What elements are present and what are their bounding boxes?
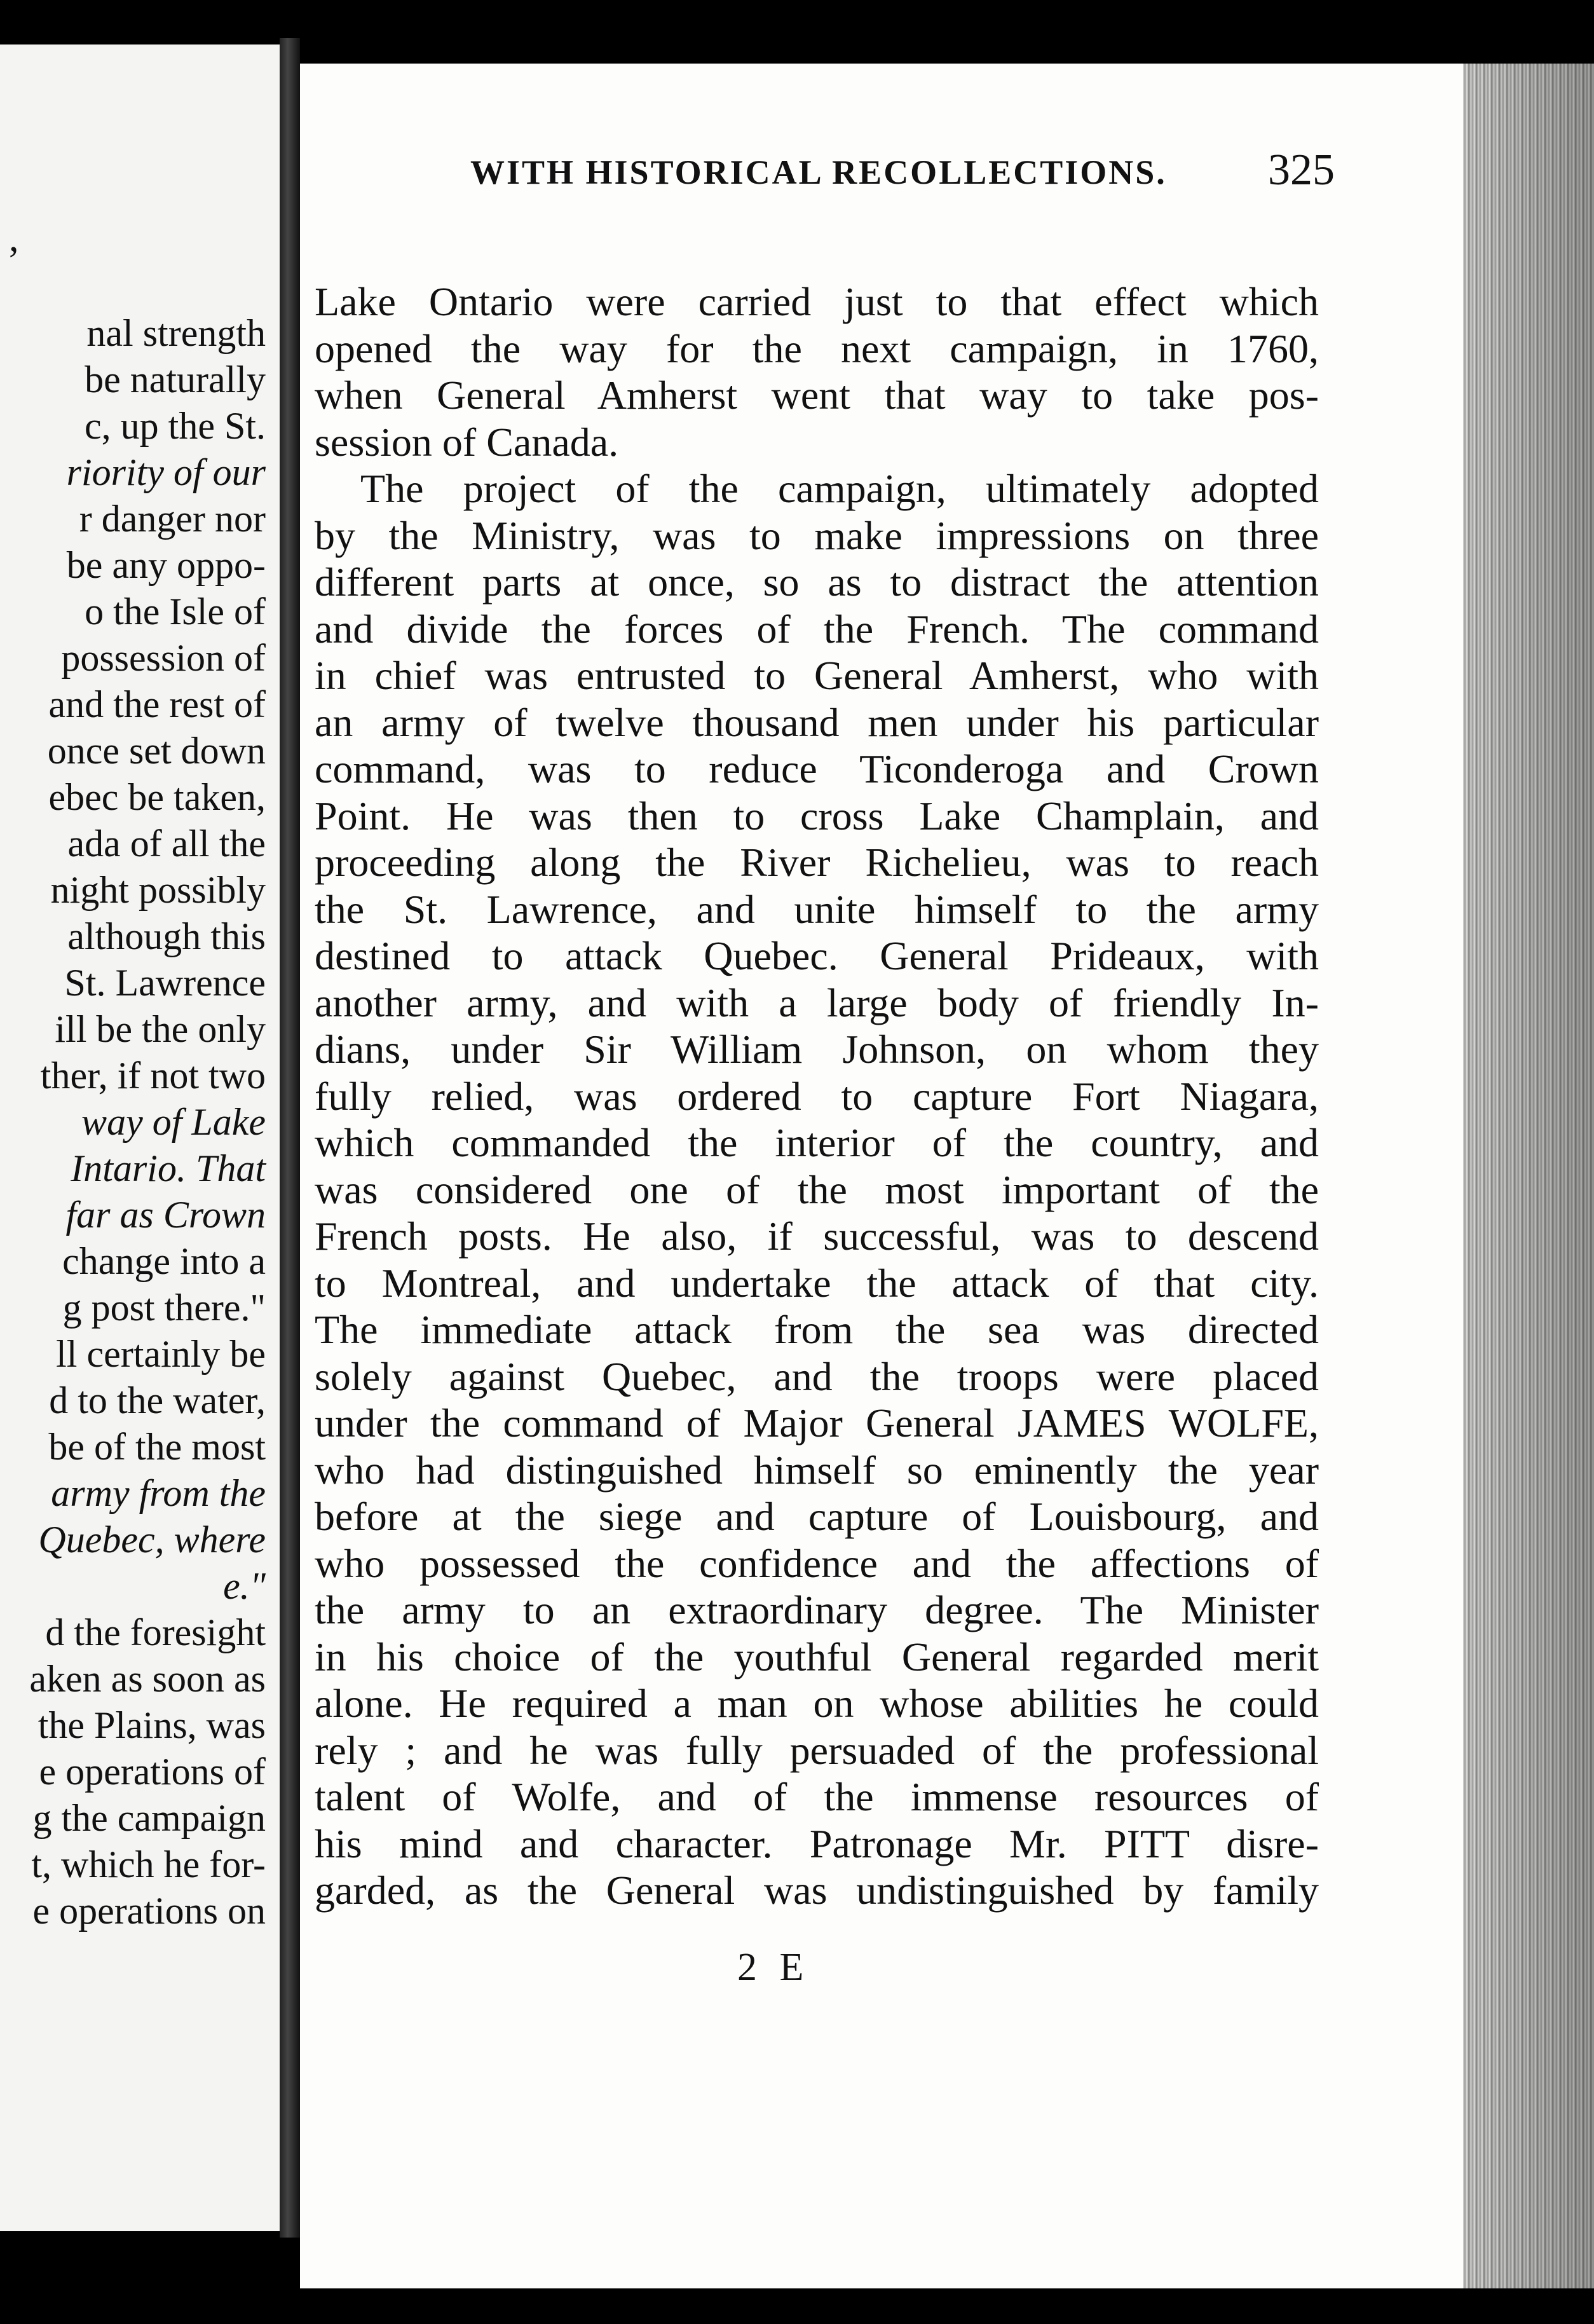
text-line: who had distinguished himself so eminently the year [315, 1447, 1319, 1493]
text-line: French posts. He also, if successful, was to descend [315, 1213, 1319, 1259]
text-line: The immediate attack from the sea was directed [315, 1307, 1319, 1352]
text-line: Lake Ontario were carried just to that effect which [315, 279, 1319, 324]
running-head [470, 146, 1335, 203]
text-line: destined to attack Quebec. General Prideaux, with [315, 933, 1319, 978]
left-text-line: be of the most [48, 1426, 266, 1468]
text-line: his mind and character. Patronage Mr. PITT disre- [315, 1821, 1319, 1866]
page-number: 325 [1268, 146, 1335, 195]
left-text-line: the Plains, was [37, 1704, 266, 1746]
left-text-line: riority of our [66, 451, 266, 493]
text-line: to Montreal, and undertake the attack of that city. [315, 1260, 1319, 1306]
left-text-line: aken as soon as [29, 1658, 266, 1700]
book-gutter [280, 38, 300, 2238]
left-text-line: ll certainly be [56, 1333, 266, 1375]
left-text-line: e operations of [39, 1751, 266, 1793]
left-text-line: change into a [62, 1240, 266, 1282]
text-line: solely against Quebec, and the troops were placed [315, 1353, 1319, 1399]
left-text-line: g post there." [62, 1287, 266, 1329]
left-text-line: Intario. That [71, 1147, 266, 1189]
text-line: alone. He required a man on whose abilities he could [315, 1681, 1319, 1726]
left-text-line: be naturally [85, 359, 266, 400]
text-line: different parts at once, so as to distract the attention [315, 559, 1319, 605]
left-text-line: ill be the only [55, 1008, 266, 1050]
left-text-line: night possibly [50, 869, 266, 911]
left-text-line: g the campaign [32, 1797, 266, 1839]
text-line: who possessed the confidence and the affections of [315, 1540, 1319, 1586]
left-text-line: nal strength [86, 312, 266, 354]
left-text-line: army from the [51, 1472, 266, 1514]
text-line: rely ; and he was fully persuaded of the professional [315, 1727, 1319, 1773]
text-line: in chief was entrusted to General Amherst, who with [315, 653, 1319, 698]
text-line: and divide the forces of the French. The command [315, 606, 1319, 652]
text-line: under the command of Major General JAMES WOLFE, [315, 1400, 1319, 1446]
left-text-line: o the Isle of [85, 591, 266, 632]
left-text-line: ther, if not two [40, 1055, 266, 1097]
left-text-line: e." [223, 1565, 266, 1607]
left-text-line: ada of all the [67, 823, 266, 865]
text-line: fully relied, was ordered to capture Fort Niagara, [315, 1073, 1319, 1119]
left-text-line: r danger nor [79, 498, 266, 540]
text-line: session of Canada. [315, 419, 619, 465]
text-line: Point. He was then to cross Lake Champlain, and [315, 793, 1319, 838]
body-text [315, 278, 1319, 1914]
running-head-title: WITH HISTORICAL RECOLLECTIONS. [470, 153, 1167, 191]
text-line: talent of Wolfe, and of the immense resources of [315, 1774, 1319, 1819]
text-line: which commanded the interior of the country, and [315, 1120, 1319, 1165]
text-line: was considered one of the most important of the [315, 1166, 1319, 1212]
left-text-line: and the rest of [48, 683, 266, 725]
left-text-line: possession of [61, 637, 266, 679]
left-text-line: Quebec, where [38, 1519, 266, 1561]
text-line: before at the siege and capture of Louisbourg, and [315, 1494, 1319, 1539]
left-text-line: d the foresight [45, 1611, 266, 1653]
text-line: garded, as the General was undistinguished by family [315, 1868, 1319, 1913]
left-text-line: St. Lawrence [64, 962, 266, 1004]
text-line: when General Amherst went that way to take pos- [315, 373, 1319, 418]
left-text-line: way of Lake [81, 1101, 266, 1143]
left-text-line: far as Crown [65, 1194, 266, 1236]
text-line: dians, under Sir William Johnson, on whom they [315, 1027, 1319, 1072]
left-text-line: once set down [47, 730, 266, 772]
text-line: by the Ministry, was to make impressions on three [315, 512, 1319, 558]
text-line: the army to an extraordinary degree. The Minister [315, 1587, 1319, 1632]
left-text-line: e operations on [32, 1890, 266, 1932]
left-text-line: d to the water, [49, 1379, 266, 1421]
facing-page-left [0, 44, 280, 2231]
text-line: The project of the campaign, ultimately adopted [360, 466, 1319, 511]
text-line: command, was to reduce Ticonderoga and Crown [315, 746, 1319, 791]
left-text-line: be any oppo- [66, 544, 266, 586]
text-line: opened the way for the next campaign, in 1760, [315, 325, 1319, 371]
left-text-line: c, up the St. [85, 405, 266, 447]
left-text-line: ebec be taken, [48, 776, 266, 818]
left-running-head: , [9, 217, 19, 260]
text-line: an army of twelve thousand men under his particular [315, 699, 1319, 745]
text-line: proceeding along the River Richelieu, was to reach [315, 840, 1319, 885]
text-line: in his choice of the youthful General regarded merit [315, 1634, 1319, 1679]
left-text-line: t, which he for- [31, 1843, 266, 1885]
text-line: another army, and with a large body of friendly In- [315, 980, 1319, 1025]
left-text-line: although this [67, 915, 266, 957]
left-page-text [0, 310, 266, 1934]
text-line: the St. Lawrence, and unite himself to the army [315, 886, 1319, 932]
page-edges [1463, 64, 1594, 2288]
printer-signature: 2 E [737, 1946, 810, 1989]
